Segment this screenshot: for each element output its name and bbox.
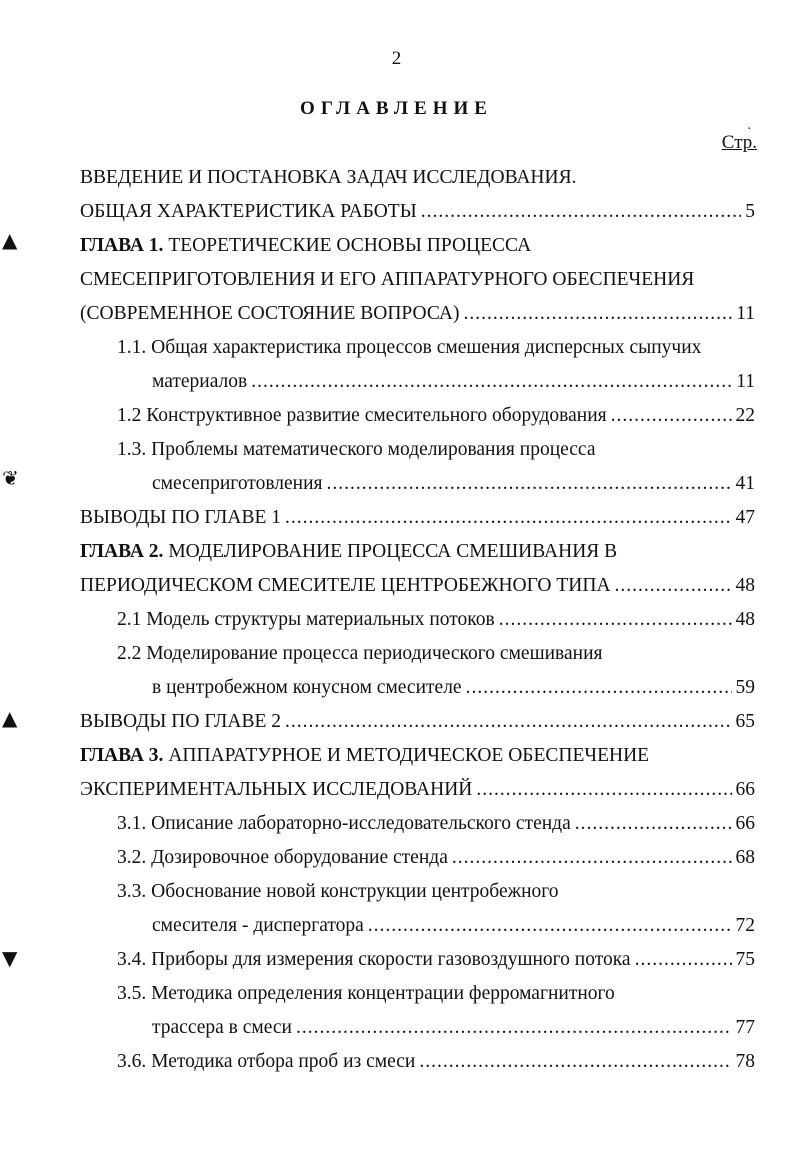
margin-mark-icon: ❦ [2, 466, 19, 490]
toc-chapter-heading[interactable]: ГЛАВА 3. АППАРАТУРНОЕ И МЕТОДИЧЕСКОЕ ОБЕСПЕЧЕНИЕ [80, 745, 650, 766]
toc-line: 3.3. Обоснование новой конструкции центробежного [117, 881, 559, 902]
toc-entry[interactable]: трассера в смеси ..... 77 [152, 1015, 755, 1041]
toc-entry[interactable]: ВЫВОДЫ ПО ГЛАВЕ 2 ..... 65 [80, 709, 755, 735]
page-column-label: Стр. [721, 132, 757, 153]
toc-chapter-heading[interactable]: ГЛАВА 2. МОДЕЛИРОВАНИЕ ПРОЦЕССА СМЕШИВАНИЯ В [80, 541, 618, 562]
toc-entry[interactable]: в центробежном конусном смесителе ..... 59 [152, 675, 755, 701]
toc-line: ВВЕДЕНИЕ И ПОСТАНОВКА ЗАДАЧ ИССЛЕДОВАНИЯ. [80, 167, 577, 188]
toc-entry[interactable]: 3.4. Приборы для измерения скорости газовоздушного потока ..... 75 [117, 947, 755, 973]
toc-line: 1.3. Проблемы математического моделирования процесса [117, 439, 596, 460]
toc-entry[interactable]: 1.2 Конструктивное развитие смесительного оборудования ..... 22 [117, 403, 755, 429]
toc-entry[interactable]: 3.6. Методика отбора проб из смеси ..... 78 [117, 1049, 755, 1075]
toc-entry[interactable]: ВЫВОДЫ ПО ГЛАВЕ 1 ..... 47 [80, 505, 755, 531]
page-number: 2 [391, 48, 402, 69]
toc-entry[interactable]: ОБЩАЯ ХАРАКТЕРИСТИКА РАБОТЫ ..... 5 [80, 199, 755, 225]
toc-line: 2.2 Моделирование процесса периодического смешивания [117, 643, 603, 664]
margin-mark-icon: ▲ [2, 706, 18, 730]
toc-entry[interactable]: смесеприготовления ..... 41 [152, 471, 755, 497]
toc-entry[interactable]: смесителя - диспергатора ..... 72 [152, 913, 755, 939]
toc-entry[interactable]: 2.1 Модель структуры материальных потоков ..... 48 [117, 607, 755, 633]
toc-chapter-heading[interactable]: ГЛАВА 1. ТЕОРЕТИЧЕСКИЕ ОСНОВЫ ПРОЦЕССА [80, 235, 532, 256]
toc-entry[interactable]: 3.1. Описание лабораторно-исследовательского стенда ..... 66 [117, 811, 755, 837]
toc-entry[interactable]: ЭКСПЕРИМЕНТАЛЬНЫХ ИССЛЕДОВАНИЙ ..... 66 [80, 777, 755, 803]
toc-line: СМЕСЕПРИГОТОВЛЕНИЯ И ЕГО АППАРАТУРНОГО ОБЕСПЕЧЕНИЯ [80, 269, 695, 290]
toc-entry[interactable]: 3.2. Дозировочное оборудование стенда ..... 68 [117, 845, 755, 871]
toc-entry[interactable]: (СОВРЕМЕННОЕ СОСТОЯНИЕ ВОПРОСА) ..... 11 [80, 301, 755, 327]
toc-entry[interactable]: ПЕРИОДИЧЕСКОМ СМЕСИТЕЛЕ ЦЕНТРОБЕЖНОГО ТИПА ..... 48 [80, 573, 755, 599]
toc-entry[interactable]: материалов ..... 11 [152, 369, 755, 395]
page-column-dot: . [747, 118, 751, 133]
page-title: ОГЛАВЛЕНИЕ [300, 98, 493, 119]
margin-mark-icon: ▼ [2, 946, 18, 970]
toc-line: 1.1. Общая характеристика процессов смешения дисперсных сыпучих [117, 337, 702, 358]
margin-mark-icon: ▲ [2, 228, 18, 252]
toc-line: 3.5. Методика определения концентрации ферромагнитного [117, 983, 615, 1004]
